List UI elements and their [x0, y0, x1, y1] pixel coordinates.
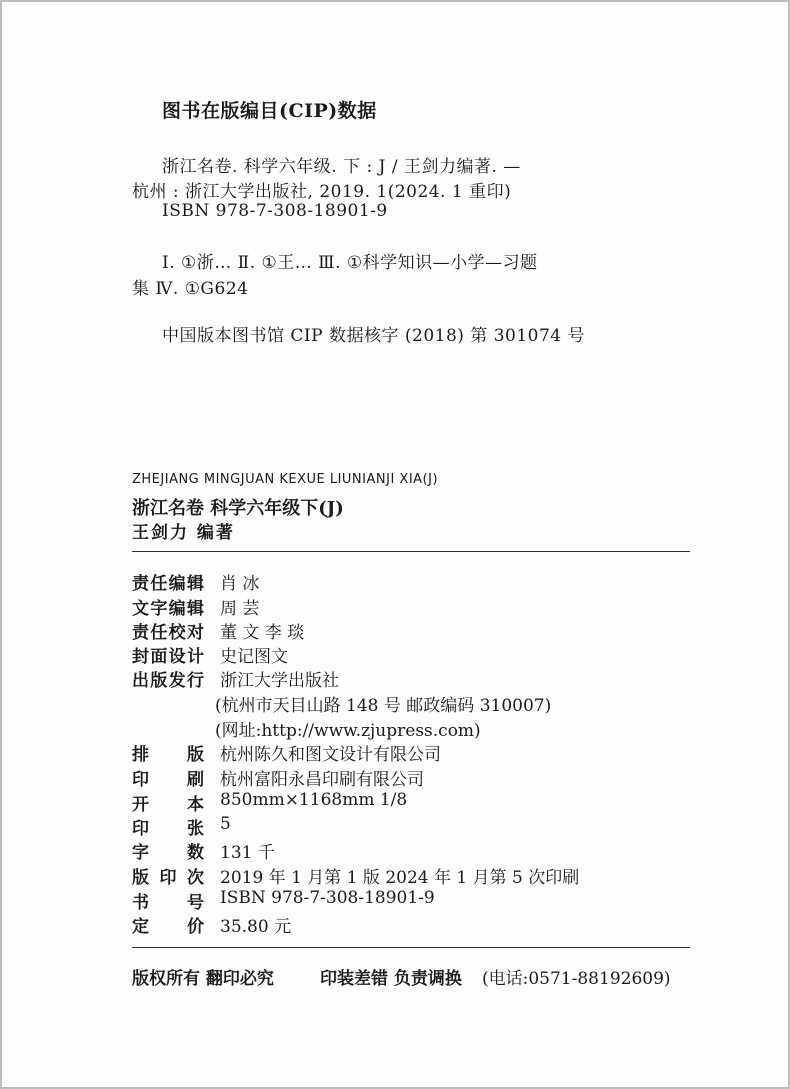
credit-label-publisher: 出版发行 [132, 671, 204, 691]
credit-label-format: 开本 [132, 795, 204, 815]
credit-value-format: 850mm×1168mm 1/8 [220, 790, 408, 810]
cip-heading: 图书在版编目(CIP)数据 [162, 100, 377, 122]
divider-bottom [132, 947, 690, 948]
credit-value-publisher: 浙江大学出版社 [220, 671, 339, 691]
credit-label-typesetting: 排版 [132, 745, 204, 765]
book-title: 浙江名卷 科学六年级下(J) [132, 498, 344, 519]
credit-label-editor: 责任编辑 [132, 574, 204, 594]
book-author: 王剑力 编著 [132, 523, 235, 543]
credit-label-price: 定价 [132, 917, 204, 937]
credit-label-proofreader: 责任校对 [132, 623, 204, 643]
divider-top [132, 551, 690, 552]
credit-value-text-editor: 周 芸 [220, 599, 260, 619]
cip-line-2: 杭州 : 浙江大学出版社, 2019. 1(2024. 1 重印) [132, 182, 512, 202]
credit-value-word-count: 131 千 [220, 843, 275, 863]
book-pinyin-title: ZHEJIANG MINGJUAN KEXUE LIUNIANJI XIA(J) [132, 472, 439, 487]
credit-value-sheets: 5 [220, 814, 231, 834]
credit-label-edition: 版印次 [132, 868, 204, 888]
credit-value-printing: 杭州富阳永昌印刷有限公司 [220, 770, 424, 790]
credit-label-cover-design: 封面设计 [132, 647, 204, 667]
cip-line-1: 浙江名卷. 科学六年级. 下 : J / 王剑力编著. — [162, 157, 521, 177]
credit-value-price: 35.80 元 [220, 917, 292, 937]
credit-value-editor: 肖 冰 [220, 574, 260, 594]
credit-value-edition: 2019 年 1 月第 1 版 2024 年 1 月第 5 次印刷 [220, 868, 580, 888]
publisher-address: (杭州市天目山路 148 号 邮政编码 310007) [215, 696, 552, 716]
credit-label-sheets: 印张 [132, 819, 204, 839]
credit-value-proofreader: 董 文 李 琰 [220, 623, 305, 643]
credit-value-typesetting: 杭州陈久和图文设计有限公司 [220, 745, 441, 765]
cip-classification-2: 集 Ⅳ. ①G624 [132, 279, 249, 299]
credit-label-printing: 印刷 [132, 770, 204, 790]
cip-record-number: 中国版本图书馆 CIP 数据核字 (2018) 第 301074 号 [162, 326, 586, 346]
copyright-notice: 版权所有 翻印必究 [132, 969, 274, 989]
defects-notice: 印装差错 负责调换 [320, 969, 462, 989]
cip-classification-1: Ⅰ. ①浙… Ⅱ. ①王… Ⅲ. ①科学知识—小学—习题 [162, 253, 538, 273]
credit-label-text-editor: 文字编辑 [132, 599, 204, 619]
publisher-website: (网址:http://www.zjupress.com) [215, 721, 481, 741]
credit-value-cover-design: 史记图文 [220, 647, 288, 667]
credit-value-isbn: ISBN 978-7-308-18901-9 [220, 888, 435, 908]
service-phone: (电话:0571-88192609) [482, 969, 671, 989]
credit-label-word-count: 字数 [132, 843, 204, 863]
cip-isbn: ISBN 978-7-308-18901-9 [162, 201, 388, 221]
credit-label-isbn: 书号 [132, 893, 204, 913]
